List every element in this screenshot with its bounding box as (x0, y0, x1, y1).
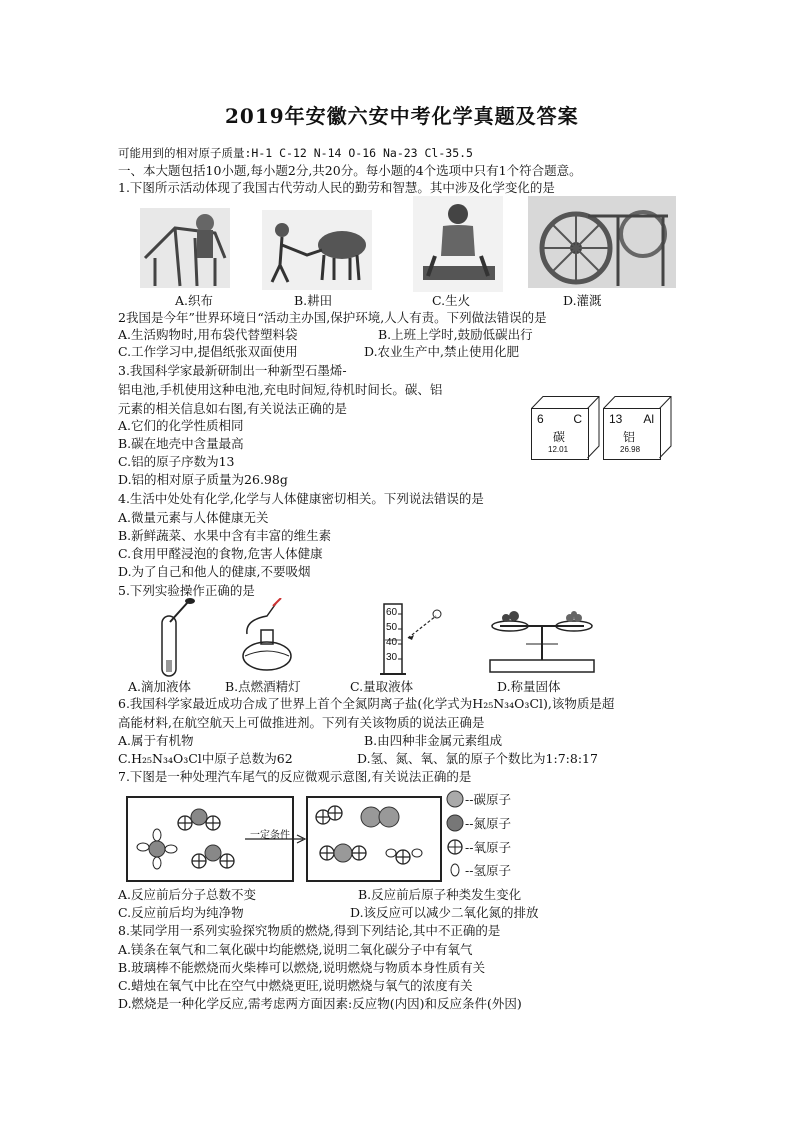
q6-option-d: D.氢、氮、氧、氯的原子个数比为1:7:8:17 (357, 751, 598, 766)
q7-option-c: C.反应前后均为纯净物 (118, 905, 244, 920)
q4-option-d: D.为了自己和他人的健康,不要吸烟 (118, 564, 311, 579)
section-heading: 一、本大题包括10小题,每小题2分,共20分。每小题的4个选项中只有1个符合题意。 (118, 163, 582, 178)
q5-option-a: A.滴加液体 (128, 679, 192, 694)
q3-stem-line1: 3.我国科学家最新研制出一种新型石墨烯- (118, 363, 347, 378)
page-title: 2019年安徽六安中考化学真题及答案 (225, 104, 579, 128)
oxygen-atom-icon (448, 840, 462, 854)
carbon-symbol: C (573, 412, 582, 426)
q6-option-b: B.由四种非金属元素组成 (364, 733, 503, 748)
weaving-loom-image (135, 198, 235, 290)
q4-option-b: B.新鲜蔬菜、水果中含有丰富的维生素 (118, 528, 332, 543)
aluminum-atomic-number: 13 (609, 412, 623, 426)
q6-option-c: C.H₂₅N₃₄O₃Cl中原子总数为62 (118, 751, 293, 766)
q3-option-b: B.碳在地壳中含量最高 (118, 436, 244, 451)
legend-nitrogen: --氮原子 (465, 816, 511, 831)
nitrogen-atom-icon (447, 815, 463, 831)
aluminum-mass: 26.98 (620, 445, 641, 454)
q5-option-d: D.称量固体 (497, 679, 561, 694)
tick-60: 60 (386, 607, 398, 618)
aluminum-name: 铝 (623, 430, 636, 444)
atomic-mass-note: 可能用到的相对原子质量:H-1 C-12 N-14 O-16 Na-23 Cl-35.5 (118, 146, 473, 160)
q5-option-b: B.点燃酒精灯 (225, 679, 301, 694)
q8-option-d: D.燃烧是一种化学反应,需考虑两方面因素:反应物(内因)和反应条件(外因) (118, 996, 522, 1011)
q8-stem: 8.某同学用一系列实验探究物质的燃烧,得到下列结论,其中不正确的是 (118, 923, 501, 938)
q8-option-b: B.玻璃棒不能燃烧而火柴棒可以燃烧,说明燃烧与物质本身性质有关 (118, 960, 486, 975)
q4-option-c: C.食用甲醛浸泡的食物,危害人体健康 (118, 546, 323, 561)
irrigation-wheel-image (528, 196, 676, 288)
q1-option-b: B.耕田 (294, 293, 333, 308)
q3-option-d: D.铝的相对原子质量为26.98g (118, 472, 288, 487)
q3-stem-line2: 铝电池,手机使用这种电池,充电时间短,待机时间长。碳、铝 (118, 382, 443, 397)
q7-option-b: B.反应前后原子种类发生变化 (358, 887, 522, 902)
aluminum-symbol: Al (643, 412, 654, 426)
carbon-mass: 12.01 (548, 445, 569, 454)
q3-option-a: A.它们的化学性质相同 (118, 418, 244, 433)
q8-option-a: A.镁条在氧气和二氧化碳中均能燃烧,说明二氧化碳分子中有氧气 (118, 942, 473, 957)
reaction-condition: 一定条件 (250, 830, 290, 841)
q2-option-a: A.生活购物时,用布袋代替塑料袋 (118, 327, 298, 342)
balance-scale-image (486, 604, 598, 674)
q4-stem: 4.生活中处处有化学,化学与人体健康密切相关。下列说法错误的是 (118, 491, 484, 506)
q1-option-a: A.织布 (175, 293, 214, 308)
tick-50: 50 (386, 622, 398, 633)
q5-stem: 5.下列实验操作正确的是 (118, 583, 255, 598)
q6-stem-line1: 6.我国科学家最近成功合成了世界上首个全氮阴离子盐(化学式为H₂₅N₃₄O₃Cl),该物质是超 (118, 696, 615, 711)
q7-stem: 7.下图是一种处理汽车尾气的反应微观示意图,有关说法正确的是 (118, 769, 472, 784)
q1-stem: 1.下图所示活动体现了我国古代劳动人民的勤劳和智慧。其中涉及化学变化的是 (118, 180, 555, 195)
tick-30: 30 (386, 652, 398, 663)
q3-option-c: C.铝的原子序数为13 (118, 454, 235, 469)
q5-option-c: C.量取液体 (350, 679, 414, 694)
legend-carbon: --碳原子 (465, 792, 511, 807)
plowing-ox-image (262, 210, 372, 290)
q6-stem-line2: 高能材料,在航空航天上可做推进剂。下列有关该物质的说法正确是 (118, 715, 485, 730)
carbon-atom-icon (447, 791, 463, 807)
q1-option-c: C.生火 (432, 293, 471, 308)
q2-option-d: D.农业生产中,禁止使用化肥 (364, 344, 520, 359)
tick-40: 40 (386, 637, 398, 648)
legend-oxygen: --氧原子 (465, 840, 511, 855)
q7-option-d: D.该反应可以减少二氧化氮的排放 (350, 905, 539, 920)
q8-option-c: C.蜡烛在氧气中比在空气中燃烧更旺,说明燃烧与氧气的浓度有关 (118, 978, 473, 993)
dropper-test-tube-image (150, 598, 200, 680)
q2-option-b: B.上班上学时,鼓励低碳出行 (378, 327, 533, 342)
q1-option-d: D.灌溉 (563, 293, 602, 308)
carbon-atomic-number: 6 (537, 412, 544, 426)
carbon-name: 碳 (553, 430, 566, 444)
carbon-box-3d-edge (531, 396, 601, 460)
alcohol-lamp-image (237, 598, 297, 674)
atom-legend-icons (443, 790, 467, 880)
aluminum-box-3d-edge (603, 396, 673, 460)
q2-option-c: C.工作学习中,提倡纸张双面使用 (118, 344, 298, 359)
q2-stem: 2我国是今年”世界环境日“活动主办国,保护环境,人人有责。下列做法错误的是 (118, 310, 547, 325)
q4-option-a: A.微量元素与人体健康无关 (118, 510, 269, 525)
legend-hydrogen: --氢原子 (465, 863, 511, 878)
hydrogen-atom-icon (451, 864, 459, 876)
making-fire-image (413, 196, 503, 292)
q3-stem-line3: 元素的相关信息如右图,有关说法正确的是 (118, 401, 347, 416)
cylinder-tick-labels (386, 605, 397, 665)
q7-option-a: A.反应前后分子总数不变 (118, 887, 257, 902)
q6-option-a: A.属于有机物 (118, 733, 194, 748)
